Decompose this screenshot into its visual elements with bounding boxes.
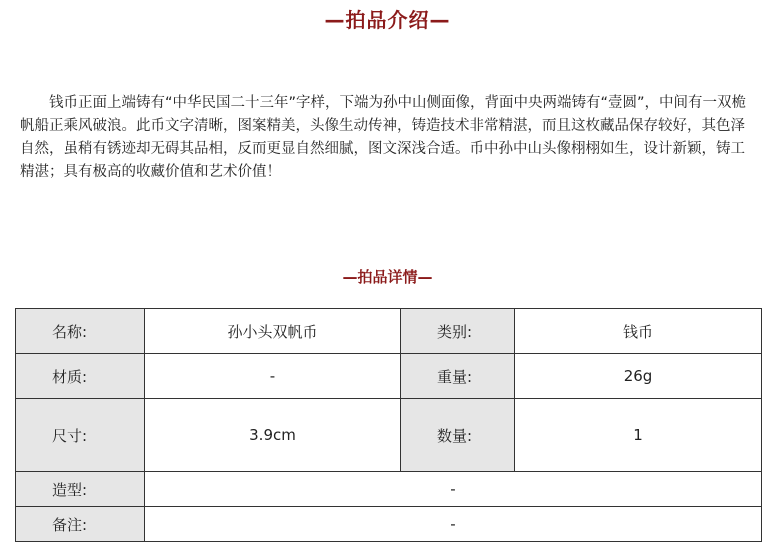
material-value: - bbox=[145, 354, 401, 399]
table-row bbox=[16, 354, 762, 399]
shape-label: 造型: bbox=[16, 472, 145, 507]
table-row bbox=[16, 399, 762, 472]
weight-label: 重量: bbox=[401, 354, 515, 399]
table-row bbox=[16, 309, 762, 354]
category-value: 钱币 bbox=[515, 309, 762, 354]
table-row bbox=[16, 507, 762, 542]
item-description: 钱币正面上端铸有“中华民国二十三年”字样，下端为孙中山侧面像，背面中央两端铸有“壹圆”，中间有一双桅帆船正乘风破浪。此币文字清晰，图案精美，头像生动传神，铸造技术非常精湛，而且这枚藏品保存较好，其色泽自然，虽稍有锈迹却无碍其品相，反而更显自然细腻，图文深浅合适。币中孙中山头像栩栩如生，设计新颖，铸工精湛；具有极高的收藏价值和艺术价值！ bbox=[20, 95, 747, 180]
name-value: 孙小头双帆币 bbox=[145, 309, 401, 354]
size-label: 尺寸: bbox=[16, 399, 145, 472]
weight-value: 26g bbox=[515, 354, 762, 399]
quantity-label: 数量: bbox=[401, 399, 515, 472]
size-value: 3.9cm bbox=[145, 399, 401, 472]
note-value: - bbox=[145, 507, 762, 542]
details-table bbox=[15, 308, 762, 542]
shape-value: - bbox=[145, 472, 762, 507]
details-heading: —拍品详情— bbox=[342, 268, 433, 286]
note-label: 备注: bbox=[16, 507, 145, 542]
intro-heading: —拍品介绍— bbox=[324, 8, 451, 32]
category-label: 类别: bbox=[401, 309, 515, 354]
table-row bbox=[16, 472, 762, 507]
name-label: 名称: bbox=[16, 309, 145, 354]
material-label: 材质: bbox=[16, 354, 145, 399]
quantity-value: 1 bbox=[515, 399, 762, 472]
